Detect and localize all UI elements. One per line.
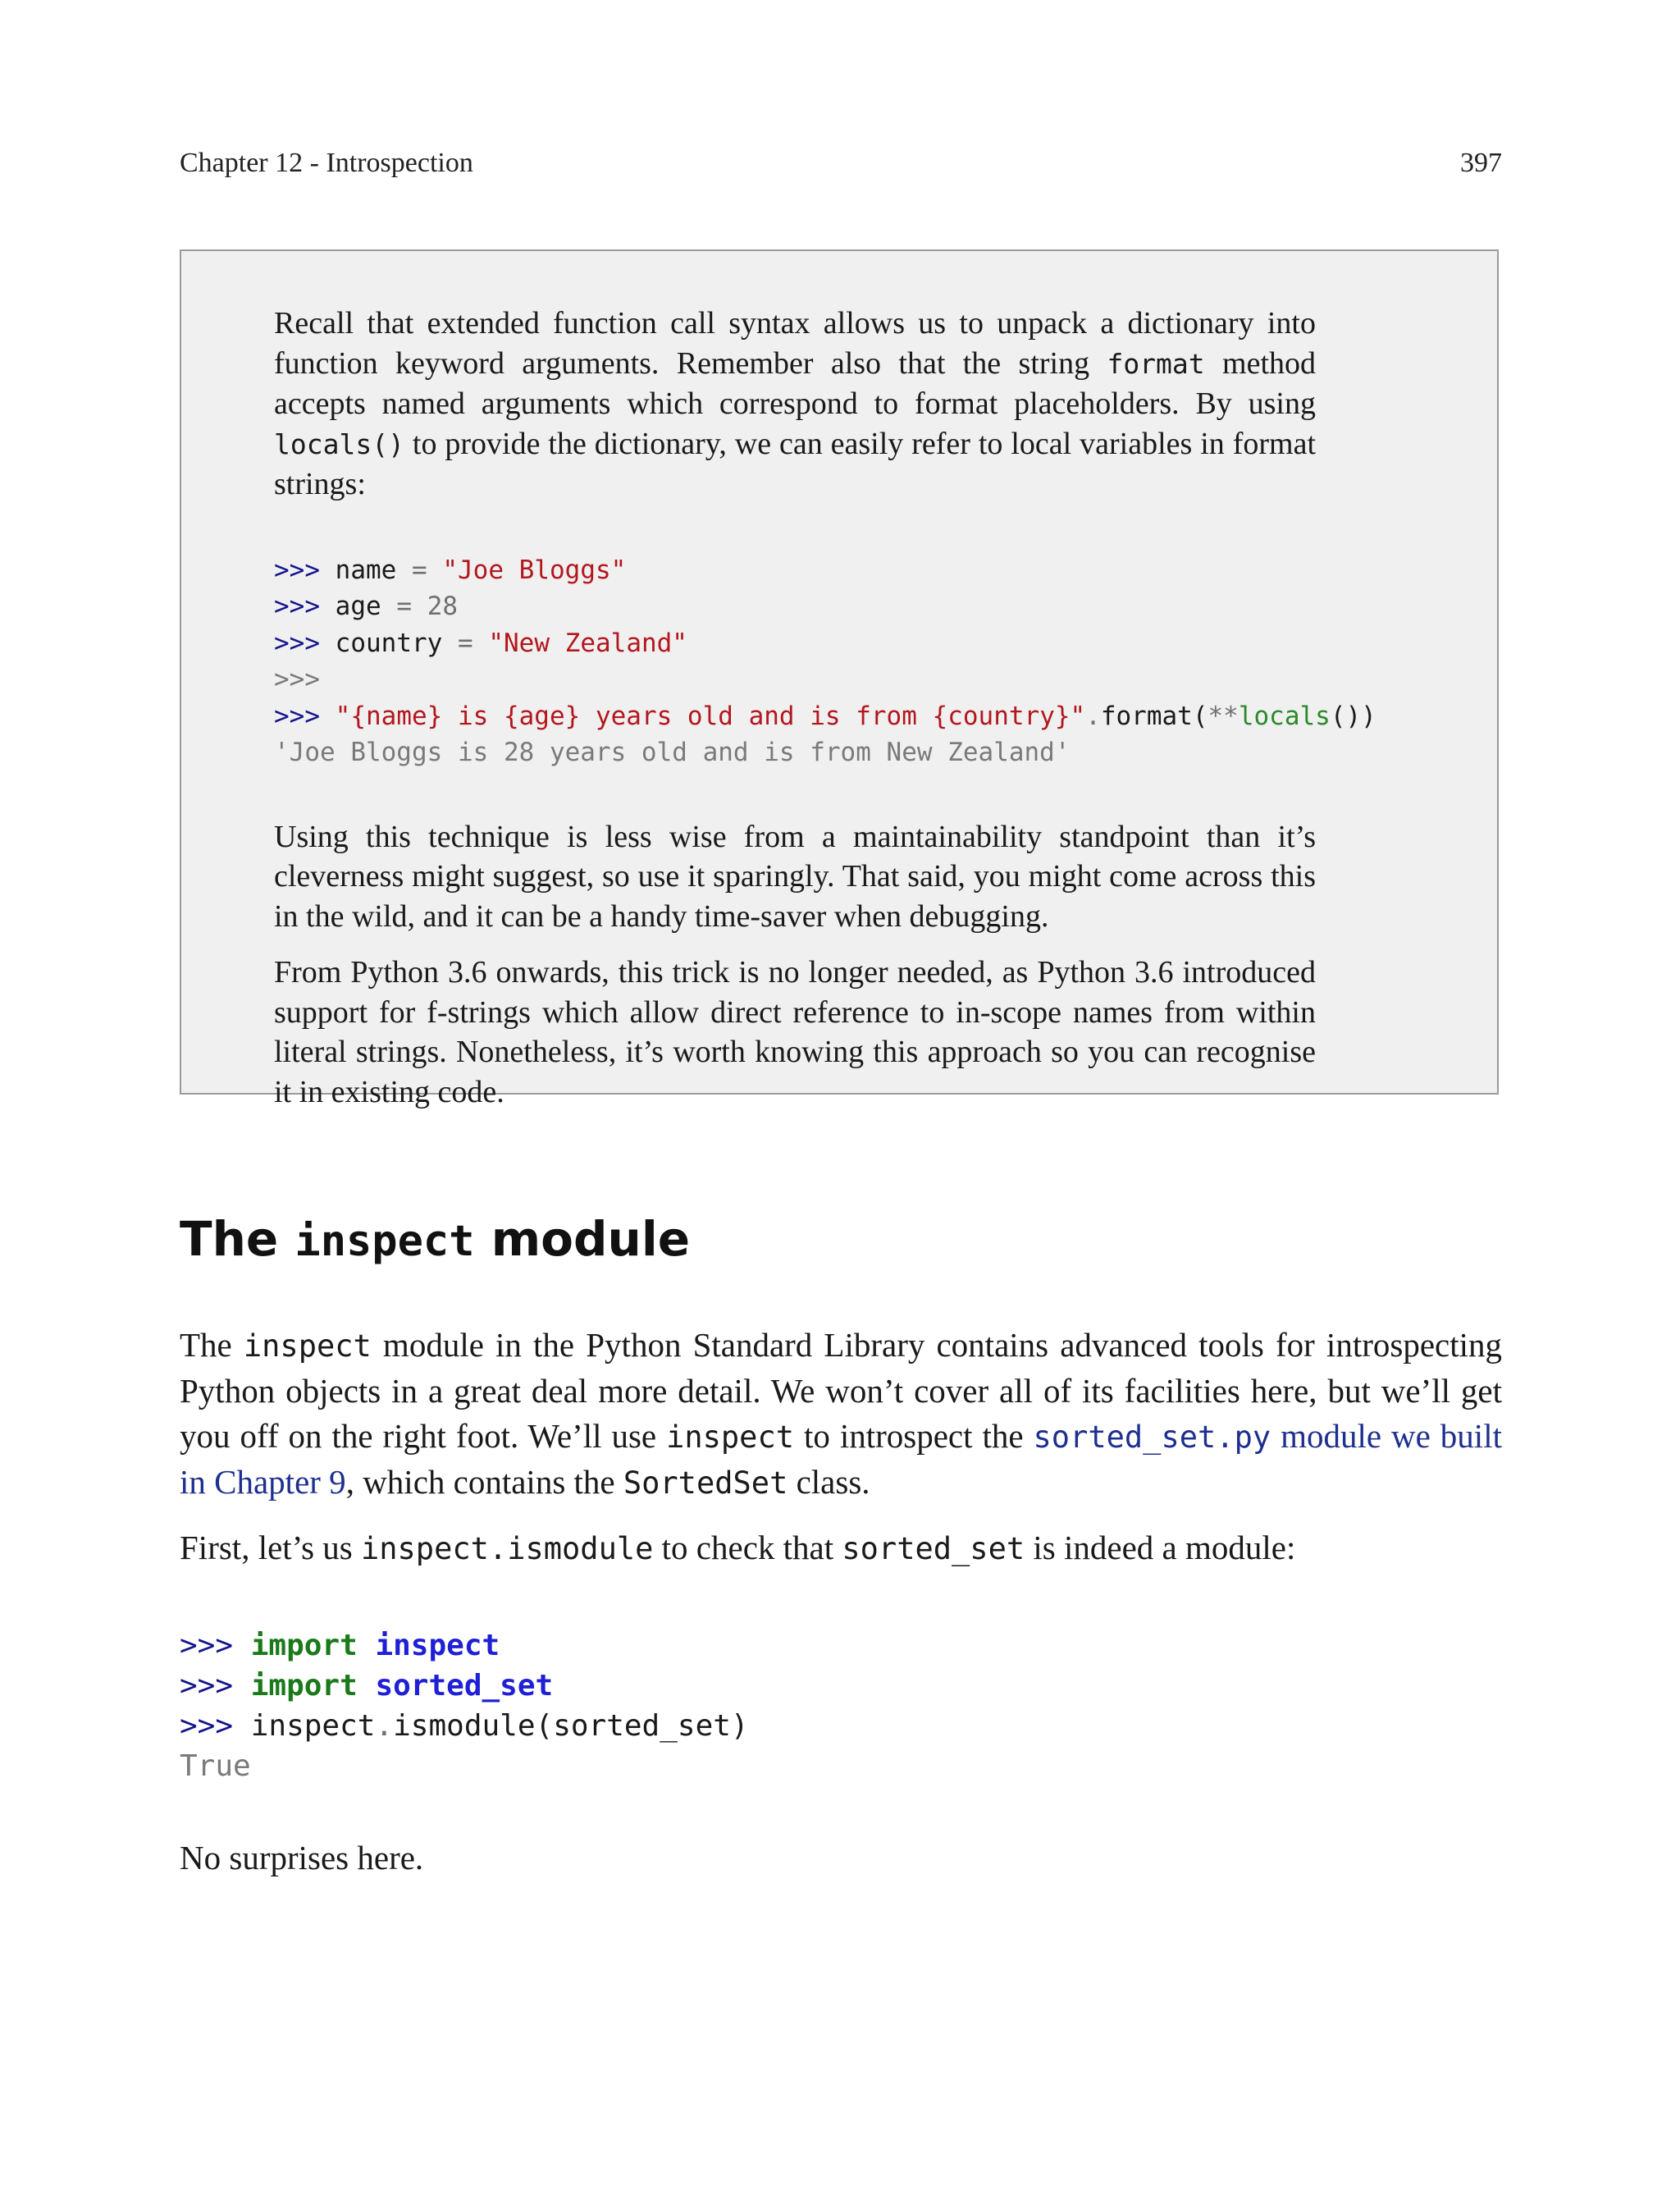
- section-heading: The inspect module: [180, 1211, 691, 1267]
- inline-code-locals: locals(): [274, 427, 404, 460]
- inspect-code-block: >>> import inspect >>> import sorted_set >>> inspect.ismodule(sorted_set) True: [180, 1629, 749, 1783]
- tip-paragraph-2: Using this technique is less wise from a maintainability standpoint than it’s cleverness might suggest, so use it sparingly. That said, you might come across this in the wild, and it can be a handy time-saver when debugging.: [274, 819, 1316, 934]
- body-paragraph-2: First, let’s us inspect.ismodule to check that sorted_set is indeed a module:: [180, 1529, 1296, 1566]
- tip-box-content: [274, 304, 1376, 1112]
- inline-code-format: format: [1107, 347, 1205, 380]
- tip-box: [180, 249, 1499, 1109]
- page-number: 397: [1460, 148, 1502, 178]
- body-paragraph-1: The inspect module in the Python Standard Library contains advanced tools for introspecting Python objects in a great deal more detail. We won’t cover all of its facilities here, but we’ll get you off on the right foot. We’ll use inspect to introspect the sorted_set.py module we built in Chapter 9, which contains the SortedSet class.: [180, 1326, 1503, 1501]
- chapter-title: Chapter 12 - Introspection: [180, 148, 473, 178]
- running-header: [180, 148, 1502, 189]
- body-paragraph-3: No surprises here.: [180, 1839, 424, 1876]
- chapter-9-link[interactable]: sorted_set.py module we built in Chapter 9: [180, 1417, 1502, 1501]
- tip-code-block: >>> name = "Joe Bloggs" >>> age = 28 >>> country = "New Zealand" >>> >>> "{name} is {age} years old and is from {country}".format(**locals()) 'Joe Bloggs is 28 years old and is from New Zealand': [274, 555, 1376, 767]
- section-body: [180, 1323, 1502, 1881]
- tip-paragraph-3: From Python 3.6 onwards, this trick is no longer needed, as Python 3.6 introduced support for f-strings which allow direct reference to in-scope names from within literal strings. Nonetheless, it’s worth knowing this approach so you can recognise it in existing code.: [274, 955, 1316, 1109]
- tip-paragraph-1: Recall that extended function call syntax allows us to unpack a dictionary into function keyword arguments. Remember also that the string format method accepts named arguments which correspond to format placeholders. By using locals() to provide the dictionary, we can easily refer to local variables in format strings:: [274, 306, 1317, 501]
